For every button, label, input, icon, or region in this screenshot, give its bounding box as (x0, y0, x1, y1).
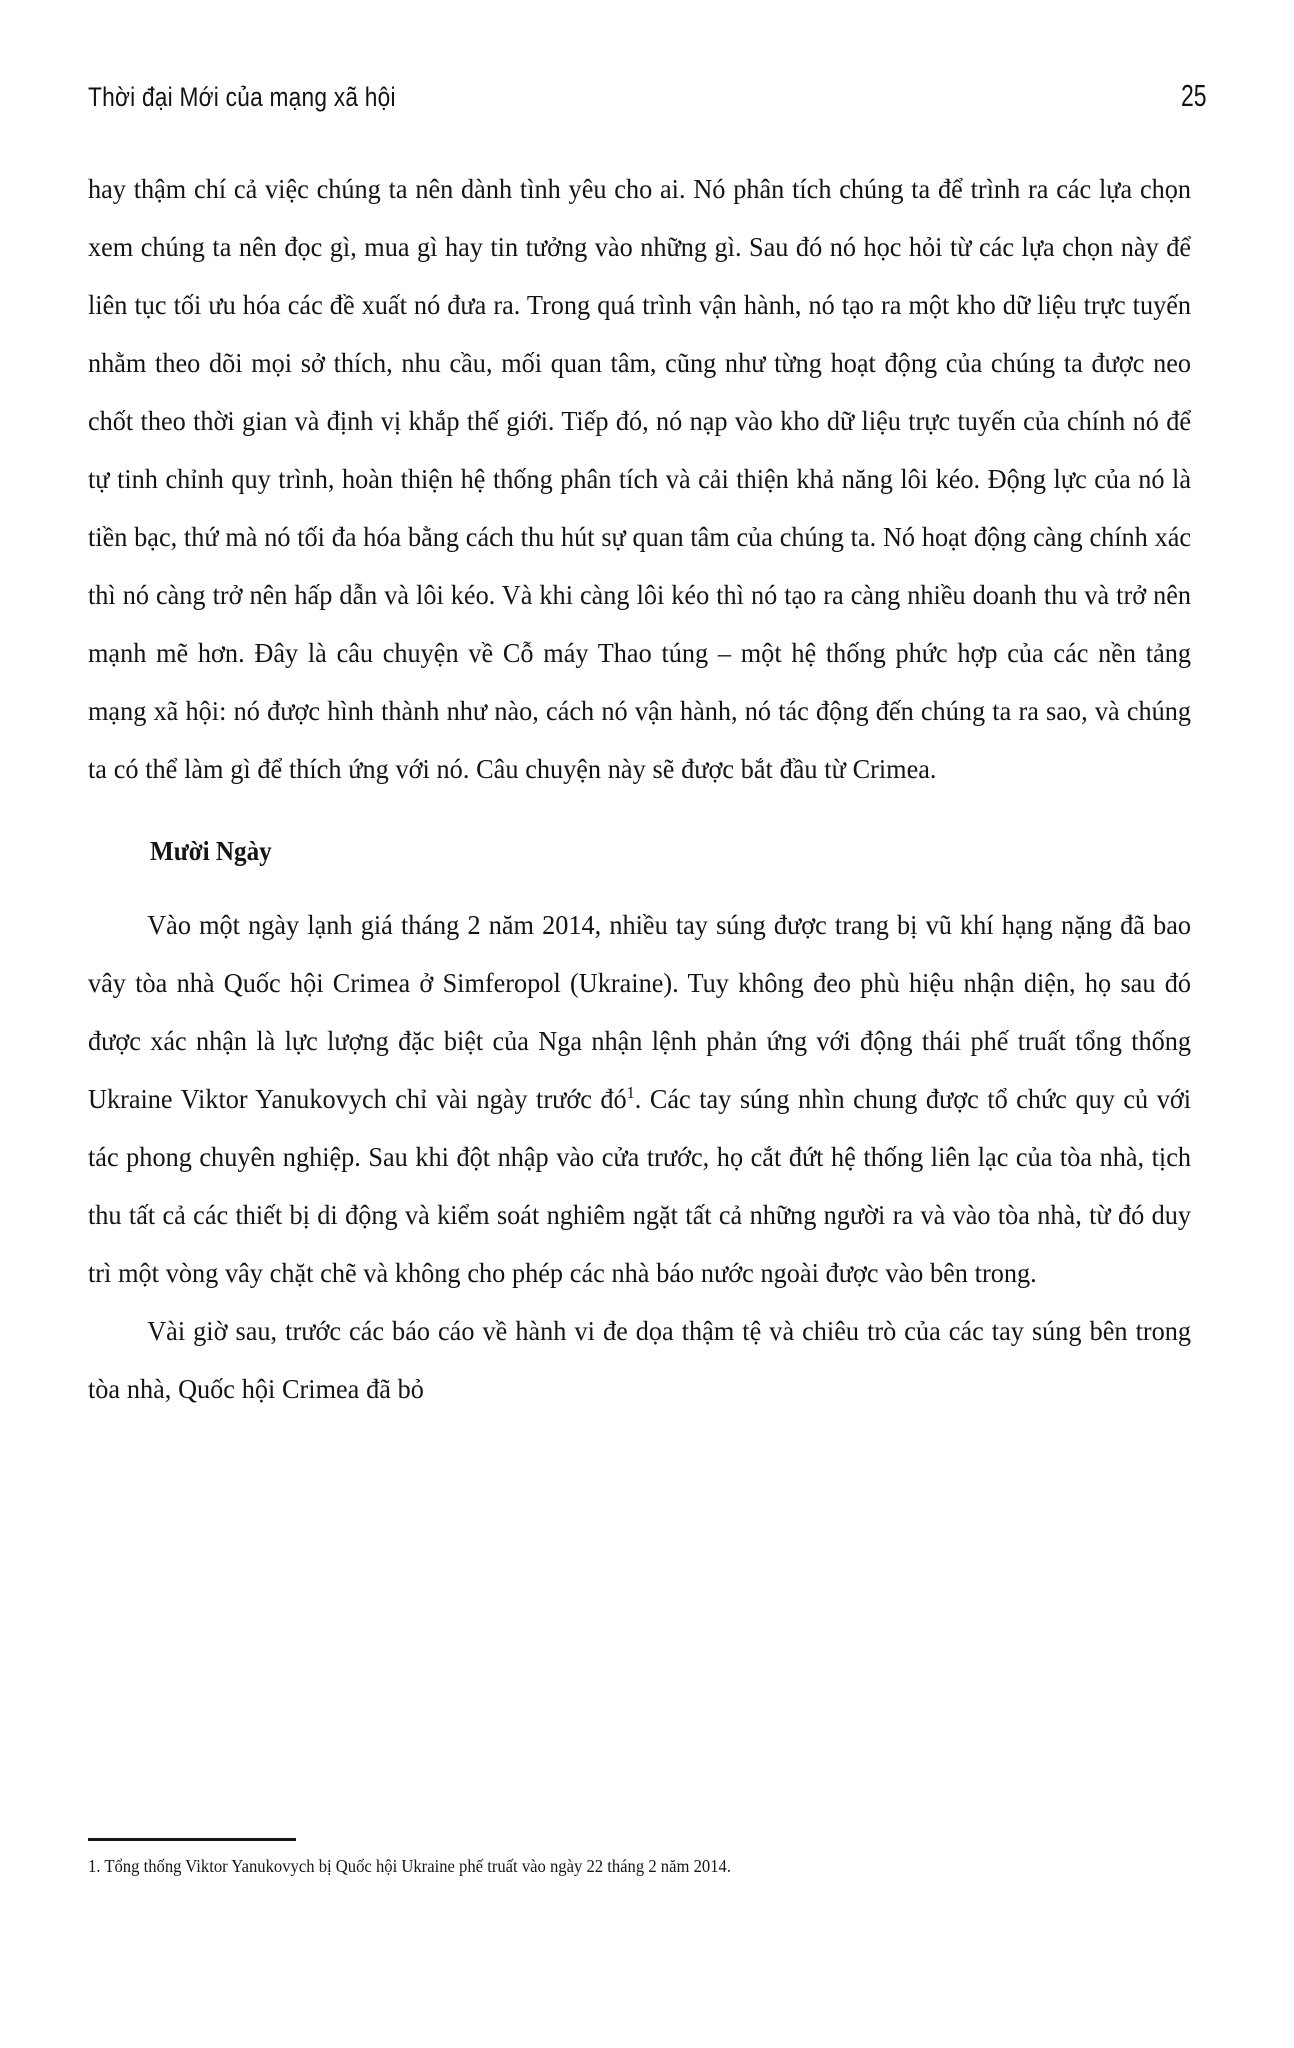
footnote-item-1: 1. Tổng thống Viktor Yanukovych bị Quốc hội Ukraine phế truất vào ngày 22 tháng 2 năm 2014. (88, 1856, 731, 1876)
paragraph-text-part-2: . Các tay súng nhìn chung được tổ chức quy củ với tác phong chuyên nghiệp. Sau khi đột nhập vào cửa trước, họ cắt đứt hệ thống liên lạc của tòa nhà, tịch thu tất cả các thiết bị di động và kiểm soát nghiêm ngặt tất cả những người ra và vào tòa nhà, từ đó duy trì một vòng vây chặt chẽ và không cho phép các nhà báo nước ngoài được vào bên trong. (88, 1083, 1192, 1288)
footnote-area (88, 1838, 1192, 1879)
footnote-separator-rule (88, 1838, 296, 1841)
running-head-title: Thời đại Mới của mạng xã hội (88, 82, 396, 112)
paragraph-text-part-1: Vào một ngày lạnh giá tháng 2 năm 2014, nhiều tay súng được trang bị vũ khí hạng nặng đã bao vây tòa nhà Quốc hội Crimea ở Simferopol (Ukraine). Tuy không đeo phù hiệu nhận diện, họ sau đó được xác nhận là lực lượng đặc biệt của Nga nhận lệnh phản ứng với động thái phế truất tổng thống Ukraine Viktor Yanukovych chỉ vài ngày trước đó (88, 909, 1192, 1114)
paragraph-crimea-intro (88, 896, 1191, 1302)
footnote-reference-1[interactable]: 1 (626, 1082, 635, 1102)
paragraph-hours-later: Vài giờ sau, trước các báo cáo về hành vi đe dọa thậm tệ và chiêu trò của các tay súng bên trong tòa nhà, Quốc hội Crimea đã bỏ (88, 1315, 1192, 1404)
paragraph-continuation: hay thậm chí cả việc chúng ta nên dành tình yêu cho ai. Nó phân tích chúng ta để trình ra các lựa chọn xem chúng ta nên đọc gì, mua gì hay tin tưởng vào những gì. Sau đó nó học hỏi từ các lựa chọn này để liên tục tối ưu hóa các đề xuất nó đưa ra. Trong quá trình vận hành, nó tạo ra một kho dữ liệu trực tuyến nhằm theo dõi mọi sở thích, nhu cầu, mối quan tâm, cũng như từng hoạt động của chúng ta được neo chốt theo thời gian và định vị khắp thế giới. Tiếp đó, nó nạp vào kho dữ liệu trực tuyến của chính nó để tự tinh chỉnh quy trình, hoàn thiện hệ thống phân tích và cải thiện khả năng lôi kéo. Động lực của nó là tiền bạc, thứ mà nó tối đa hóa bằng cách thu hút sự quan tâm của chúng ta. Nó hoạt động càng chính xác thì nó càng trở nên hấp dẫn và lôi kéo. Và khi càng lôi kéo thì nó tạo ra càng nhiều doanh thu và trở nên mạnh mẽ hơn. Đây là câu chuyện về Cỗ máy Thao túng – một hệ thống phức hợp của các nền tảng mạng xã hội: nó được hình thành như nào, cách nó vận hành, nó tác động đến chúng ta ra sao, và chúng ta có thể làm gì để thích ứng với nó. Câu chuyện này sẽ được bắt đầu từ Crimea. (88, 173, 1192, 784)
section-heading: Mười Ngày (150, 836, 272, 866)
text-block (88, 160, 1192, 1418)
page-number: 25 (1180, 78, 1206, 113)
running-head (88, 78, 1206, 122)
